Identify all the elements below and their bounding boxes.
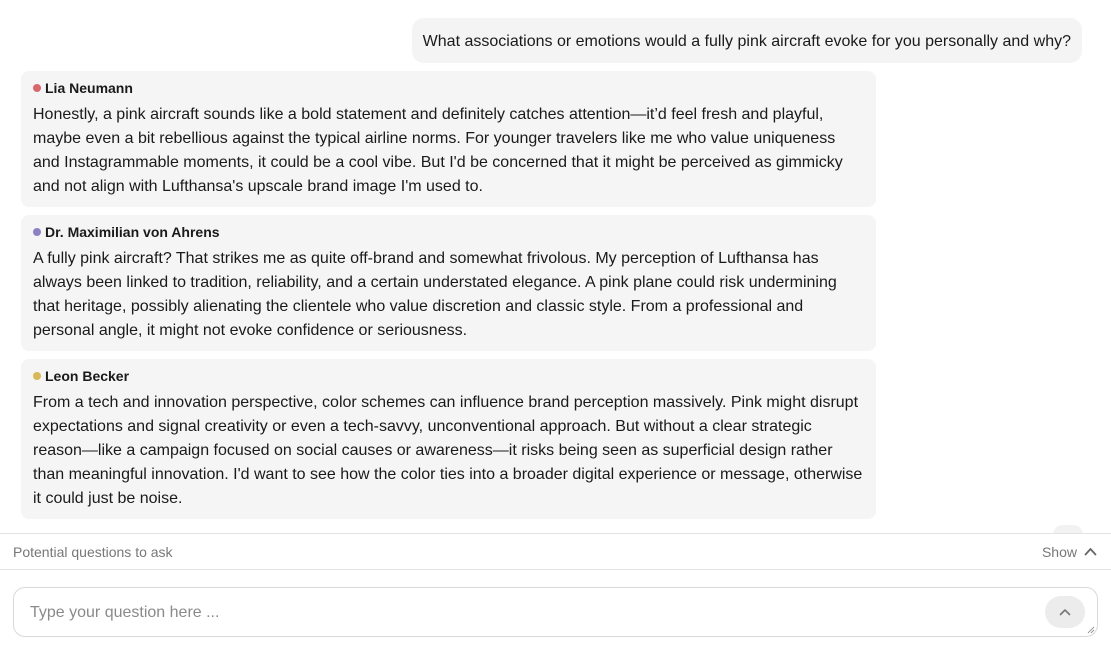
- response-text: Honestly, a pink aircraft sounds like a bold statement and definitely catches attention—it’d feel fresh and playful, maybe even a bit rebellious against the typical airline norms. For younger travelers like me who value uniqueness and Instagrammable moments, it could be a cool vibe. But I'd be concerned that it might be perceived as gimmicky and not align with Lufthansa's upscale brand image I'm used to.: [33, 106, 843, 195]
- question-input[interactable]: [14, 588, 1097, 636]
- response-text: A fully pink aircraft? That strikes me as quite off-brand and somewhat frivolous. My perception of Lufthansa has always been linked to tradition, reliability, and a certain understated elegance. A pink plane could risk undermining that heritage, possibly alienating the clientele who value discretion and classic style. From a professional and personal angle, it might not evoke confidence or seriousness.: [33, 250, 837, 339]
- speaker-dot: [33, 84, 41, 92]
- show-questions-toggle[interactable]: [1042, 544, 1097, 560]
- speaker-name: Dr. Maximilian von Ahrens: [45, 224, 220, 240]
- question-input-container: [13, 587, 1098, 637]
- speaker-header: [33, 367, 864, 385]
- send-button[interactable]: [1045, 596, 1085, 628]
- potential-questions-bar: [0, 533, 1111, 570]
- chevron-up-icon: [1059, 608, 1071, 616]
- speaker-name: Leon Becker: [45, 368, 130, 384]
- potential-questions-label: Potential questions to ask: [13, 543, 173, 560]
- response-card: [21, 359, 876, 519]
- chevron-up-icon: [1084, 547, 1097, 556]
- speaker-header: [33, 79, 864, 97]
- speaker-header: [33, 223, 864, 241]
- response-card: [21, 215, 876, 351]
- speaker-name: Lia Neumann: [45, 80, 133, 96]
- speaker-dot: [33, 228, 41, 236]
- resize-grip-icon[interactable]: [1087, 626, 1095, 634]
- response-card: [21, 71, 876, 207]
- scroll-down-button[interactable]: [1053, 525, 1083, 533]
- user-message: What associations or emotions would a fully pink aircraft evoke for you personally and why?: [412, 18, 1082, 63]
- show-toggle-label: Show: [1041, 543, 1077, 560]
- speaker-dot: [33, 372, 41, 380]
- response-text: From a tech and innovation perspective, color schemes can influence brand perception massively. Pink might disrupt expectations and signal creativity or even a tech-savvy, unconventional approach. But without a clear strategic reason—like a campaign focused on social causes or awareness—it risks being seen as superficial design rather than meaningful innovation. I'd want to see how the color ties into a broader digital experience or message, otherwise it could just be noise.: [33, 394, 863, 507]
